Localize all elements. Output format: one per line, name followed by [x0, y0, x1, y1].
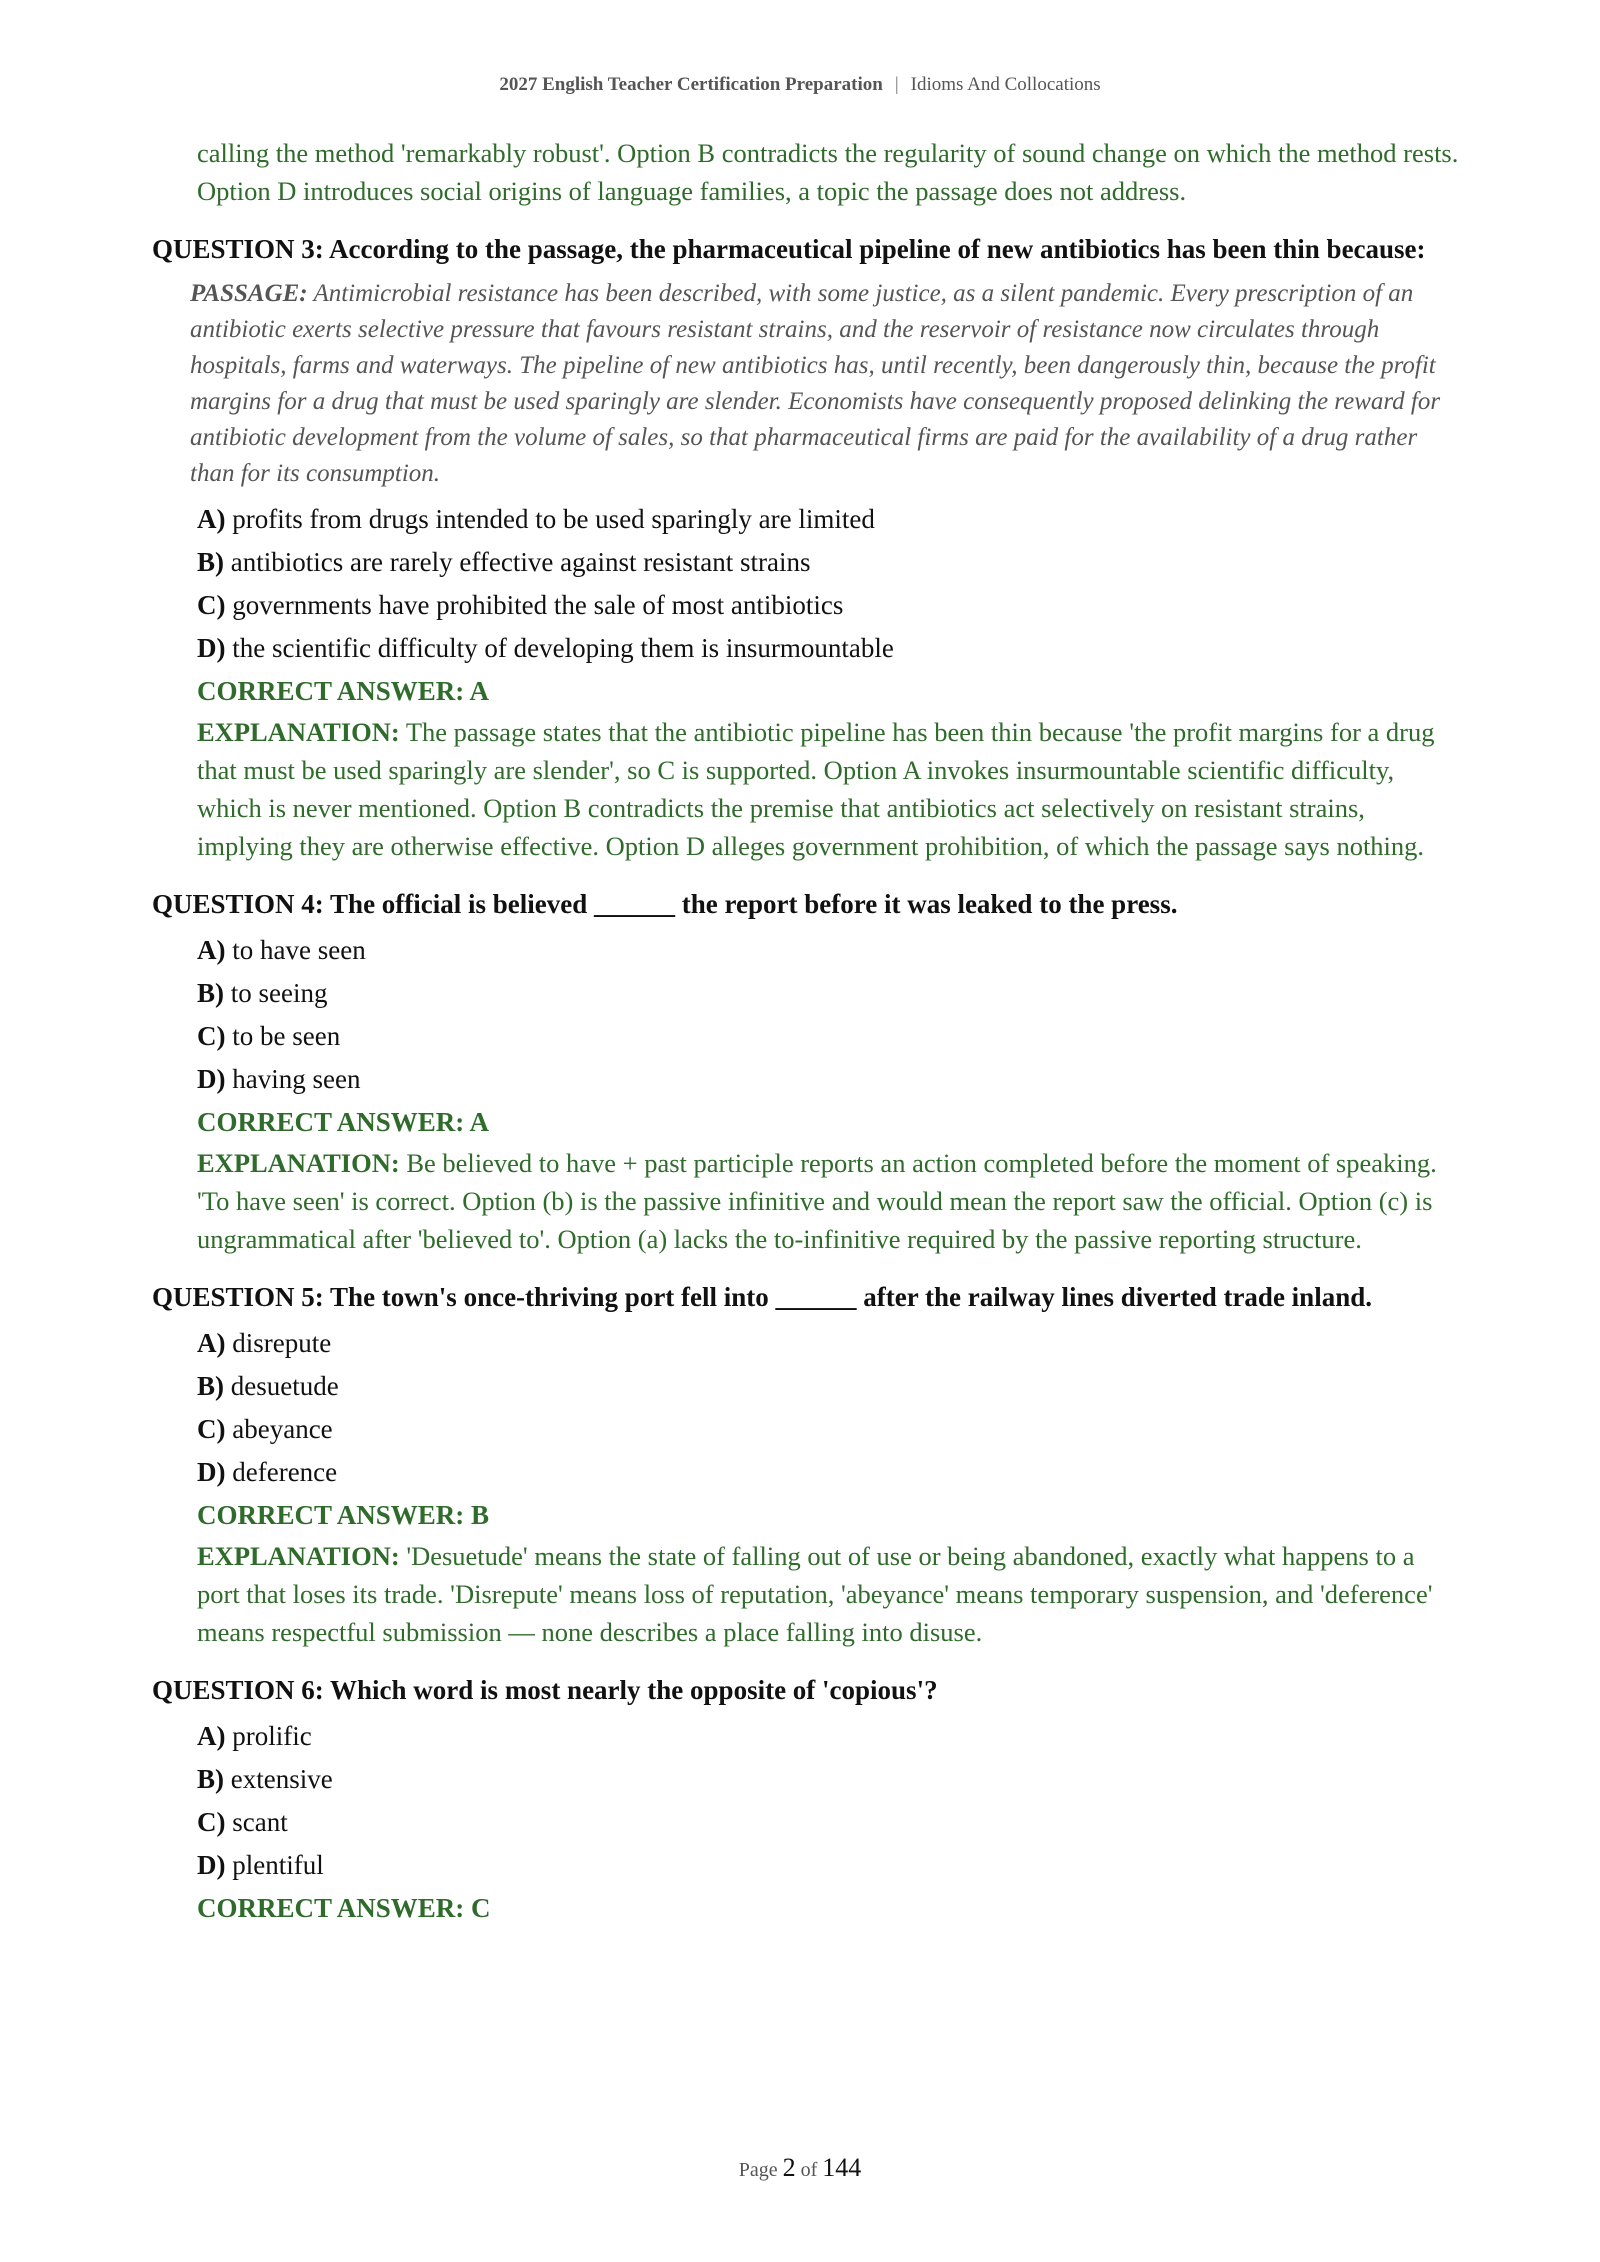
option-text: desuetude [230, 1371, 339, 1401]
option-letter: A) [197, 935, 226, 965]
answer-options [197, 1322, 1462, 1494]
correct-answer: CORRECT ANSWER: B [197, 1500, 490, 1530]
option-letter: A) [197, 504, 226, 534]
explanation-label: EXPLANATION: [197, 1541, 400, 1571]
question-stem: QUESTION 4: The official is believed ______ the report before it was leaked to the press. [152, 889, 1178, 919]
explanation [197, 713, 1462, 865]
option-a [197, 1322, 1462, 1365]
option-text: abeyance [232, 1414, 333, 1444]
option-d [197, 1451, 1462, 1494]
option-text: governments have prohibited the sale of most antibiotics [232, 590, 844, 620]
page-header [0, 74, 1600, 96]
reading-passage [190, 276, 1462, 492]
option-b [197, 972, 1462, 1015]
of-word: of [800, 2159, 818, 2181]
explanation [197, 1144, 1462, 1258]
question-4 [152, 885, 1462, 1258]
option-d [197, 627, 1462, 670]
passage-label: PASSAGE: [190, 280, 308, 307]
option-text: to be seen [232, 1021, 341, 1051]
option-letter: B) [197, 978, 224, 1008]
option-text: the scientific difficulty of developing them is insurmountable [232, 633, 894, 663]
option-letter: C) [197, 1021, 226, 1051]
option-a [197, 1715, 1462, 1758]
option-b [197, 541, 1462, 584]
option-c [197, 1015, 1462, 1058]
option-a [197, 929, 1462, 972]
question-stem: QUESTION 5: The town's once-thriving port fell into ______ after the railway lines diverted trade inland. [152, 1282, 1372, 1312]
page-footer [0, 2153, 1600, 2183]
answer-options [197, 498, 1462, 670]
answer-options [197, 1715, 1462, 1887]
explanation-text: 'Desuetude' means the state of falling out of use or being abandoned, exactly what happens to a port that loses its trade. 'Disrepute' means loss of reputation, 'abeyance' means temporary suspension, and 'deference' means respectful submission — none describes a place falling into disuse. [197, 1541, 1433, 1647]
option-text: profits from drugs intended to be used sparingly are limited [232, 504, 875, 534]
option-letter: C) [197, 590, 226, 620]
option-letter: D) [197, 1064, 226, 1094]
option-text: scant [232, 1807, 288, 1837]
option-letter: C) [197, 1807, 226, 1837]
option-text: to have seen [232, 935, 366, 965]
option-letter: A) [197, 1328, 226, 1358]
option-c [197, 1408, 1462, 1451]
option-b [197, 1758, 1462, 1801]
correct-answer: CORRECT ANSWER: A [197, 1107, 490, 1137]
option-letter: B) [197, 547, 224, 577]
explanation [197, 1537, 1462, 1651]
section-title: Idioms And Collocations [910, 74, 1101, 95]
option-text: plentiful [232, 1850, 324, 1880]
page-number: 2 [782, 2153, 796, 2182]
correct-answer: CORRECT ANSWER: C [197, 1893, 491, 1923]
option-letter: D) [197, 633, 226, 663]
option-text: disrepute [232, 1328, 332, 1358]
option-text: antibiotics are rarely effective against resistant strains [230, 547, 811, 577]
option-a [197, 498, 1462, 541]
explanation-text: Be believed to have + past participle reports an action completed before the moment of speaking. 'To have seen' is correct. Option (b) is the passive infinitive and would mean the report saw the official. Option (c) is ungrammatical after 'believed to'. Option (a) lacks the to-infinitive required by the passive reporting structure. [197, 1148, 1437, 1254]
option-letter: B) [197, 1764, 224, 1794]
option-letter: D) [197, 1850, 226, 1880]
question-5 [152, 1278, 1462, 1651]
option-text: to seeing [230, 978, 328, 1008]
page-content [152, 134, 1462, 1930]
option-b [197, 1365, 1462, 1408]
option-letter: B) [197, 1371, 224, 1401]
document-title: 2027 English Teacher Certification Preparation [499, 74, 883, 95]
question-stem: QUESTION 6: Which word is most nearly the opposite of 'copious'? [152, 1675, 938, 1705]
option-d [197, 1058, 1462, 1101]
page-word: Page [738, 2159, 778, 2181]
option-letter: D) [197, 1457, 226, 1487]
option-letter: A) [197, 1721, 226, 1751]
option-text: having seen [232, 1064, 361, 1094]
option-text: extensive [230, 1764, 333, 1794]
option-c [197, 584, 1462, 627]
explanation-label: EXPLANATION: [197, 1148, 400, 1178]
explanation-text: The passage states that the antibiotic pipeline has been thin because 'the profit margins for a drug that must be used sparingly are slender', so C is supported. Option A invokes insurmountable scientific difficulty, which is never mentioned. Option B contradicts the premise that antibiotics act selectively on resistant strains, implying they are otherwise effective. Option D alleges government prohibition, of which the passage says nothing. [197, 717, 1435, 861]
header-separator: | [894, 74, 899, 95]
option-text: deference [232, 1457, 338, 1487]
passage-text: Antimicrobial resistance has been described, with some justice, as a silent pandemic. Every prescription of an antibiotic exerts selective pressure that favours resistant strains, and the reservoir of resistance now circulates through hospitals, farms and waterways. The pipeline of new antibiotics has, until recently, been dangerously thin, because the profit margins for a drug that must be used sparingly are slender. Economists have consequently proposed delinking the reward for antibiotic development from the volume of sales, so that pharmaceutical firms are paid for the availability of a drug rather than for its consumption. [190, 280, 1441, 487]
question-6 [152, 1671, 1462, 1930]
option-text: prolific [232, 1721, 312, 1751]
option-letter: C) [197, 1414, 226, 1444]
explanation-label: EXPLANATION: [197, 717, 400, 747]
question-stem: QUESTION 3: According to the passage, the pharmaceutical pipeline of new antibiotics has been thin because: [152, 234, 1426, 264]
question-3 [152, 230, 1462, 865]
total-pages: 144 [822, 2153, 862, 2182]
correct-answer: CORRECT ANSWER: A [197, 676, 490, 706]
option-d [197, 1844, 1462, 1887]
option-c [197, 1801, 1462, 1844]
carryover-explanation: calling the method 'remarkably robust'. Option B contradicts the regularity of sound change on which the method rests. Option D introduces social origins of language families, a topic the passage does not address. [197, 138, 1459, 206]
answer-options [197, 929, 1462, 1101]
